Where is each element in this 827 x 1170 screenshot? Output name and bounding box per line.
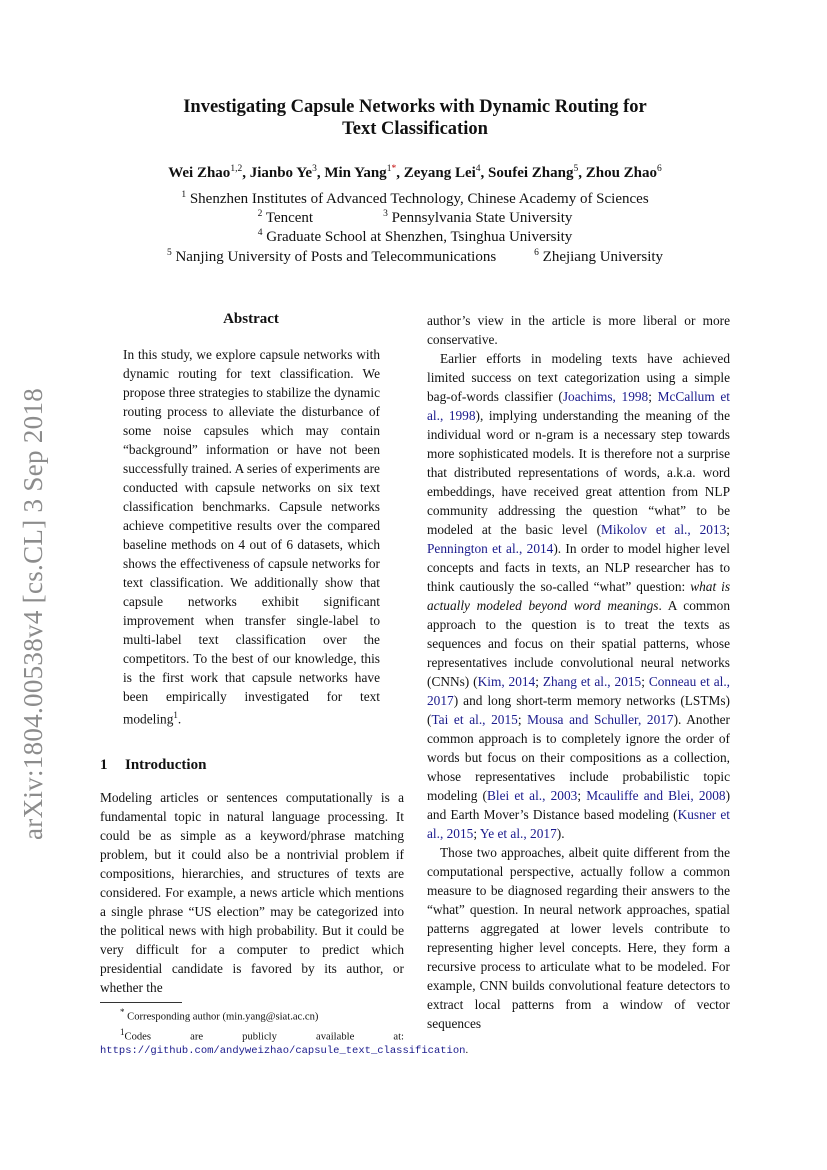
arxiv-stamp: arXiv:1804.00538v4 [cs.CL] 3 Sep 2018 — [18, 387, 48, 840]
affiliation-2-3: $^2$ Tencent $^3$ Pennsylvania State University — [257, 209, 573, 226]
emphasized-text: what is actually modeled beyond word meanings — [427, 579, 731, 613]
author-name: Zeyang Lei — [403, 165, 476, 181]
affiliation-5-6: $^5$ Nanjing University of Posts and Telecommunications $^6$ Zhejiang University — [166, 248, 664, 265]
author-name: Jianbo Ye — [249, 165, 313, 181]
author-list: Wei Zhao$^{1,2}$, Jianbo Ye$^3$, Min Yang$^{1*}$, Zeyang Lei$^4$, Soufei Zhang$^5$, Zhou Zhao$^6$ — [168, 164, 662, 181]
text-run: ) and Earth Mover’s Distance based modeling ( — [427, 788, 731, 822]
title-line-1: Investigating Capsule Networks with Dynamic Routing for — [183, 97, 647, 117]
text-run: ) and long short-term memory networks (LSTMs) ( — [427, 693, 730, 727]
author-name: Soufei Zhang — [488, 165, 574, 181]
title-line-2: Text Classification — [342, 119, 488, 139]
abstract-body: In this study, we explore capsule networks with dynamic routing for text classification. We propose three strategies to stabilize the dynamic routing process to alleviate the disturbance of some noise capsules which may contain “background” information or have not been successfully trained. A series of experiments are conducted with capsule networks on six text classification benchmarks. Capsule networks achieve competitive results over the compared baseline methods on 4 out of 6 datasets, which shows the effectiveness of capsule networks for text classification. We additionally show that capsule networks exhibit significant improvement when transfer single-label to multi-label text classification over the competitors. To the best of our knowledge, this is the first work that capsule networks have been empirically investigated for text modeling$^1$. — [123, 347, 380, 727]
citation-link[interactable]: Kim, 2014 — [477, 674, 536, 689]
citation-link[interactable]: Conneau et al., 2017 — [427, 674, 730, 708]
author-name: Zhou Zhao — [585, 165, 658, 181]
footnote-code: $^1$Codes are publicly available at: https://github.com/andyweizhao/capsule_text_classification. — [100, 1026, 469, 1058]
citation-link[interactable]: Joachims, 1998 — [562, 389, 649, 404]
citation-link[interactable]: Pennington et al., 2014 — [427, 541, 554, 556]
text-run: ; — [726, 522, 730, 537]
citation-link[interactable]: Tai et al., 2015 — [431, 712, 518, 727]
author-affiliation-mark: 3 — [312, 164, 317, 174]
abstract-heading: Abstract — [223, 311, 279, 327]
author-affiliation-mark: 6 — [657, 164, 662, 174]
author-affiliation-mark: 1,2 — [230, 164, 243, 174]
citation-link[interactable]: Zhang et al., 2015 — [542, 674, 642, 689]
intro-paragraph-2 — [427, 349, 730, 843]
author-affiliation-mark: 1 — [386, 164, 392, 174]
text-run: ; — [577, 788, 587, 803]
footnote-corresponding: * Corresponding author (min.yang@siat.ac.cn) — [120, 1007, 319, 1023]
text-run: ; — [641, 674, 649, 689]
citation-link[interactable]: Mikolov et al., 2013 — [601, 522, 727, 537]
intro-paragraph-1: Modeling articles or sentences computationally is a fundamental topic in natural language processing. It could be as simple as a keyword/phrase matching problem, but it could also be a nontrivial problem if compositions, hierarchies, and structures of texts are considered. For example, a news article which mentions a single phrase “US election” may be categorized into the political news with high probability. But it could be very difficult for a computer to predict which presidential candidate is favored by its author, or whether the — [100, 790, 404, 995]
text-run: ; — [648, 389, 658, 404]
text-run: ). Another common approach is to completely ignore the order of words but focus on their compositions as a collection, whose representatives include probabilistic topic modeling ( — [427, 712, 730, 803]
paper-title — [120, 96, 710, 140]
author-affiliation-mark: 4 — [475, 164, 481, 174]
text-run: ), implying understanding the meaning of the individual word or n-gram is a necessary step towards more sophisticated models. It is therefore not a surprise that distributed representations of words, a.k.a. word embeddings, have received great attention from NLP community addressing the question “what” to be modeled at the basic level ( — [427, 408, 730, 537]
code-link[interactable]: https://github.com/andyweizhao/capsule_text_classification — [100, 1045, 466, 1058]
text-run: ; — [473, 826, 480, 841]
section-heading-introduction: 1 Introduction — [100, 757, 207, 773]
author-affiliation-mark: 5 — [573, 164, 579, 174]
corresponding-author-mark[interactable]: * — [391, 164, 397, 174]
citation-link[interactable]: Mcauliffe and Blei, 2008 — [586, 788, 726, 803]
footnote-rule — [100, 1002, 182, 1003]
text-run: . A common approach to the question is to treat the texts as sequences and focus on their spatial patterns, whose representatives include convolutional neural networks (CNNs) ( — [427, 598, 730, 689]
author-name: Min Yang — [324, 165, 387, 181]
affiliation-1: $^1$ Shenzhen Institutes of Advanced Technology, Chinese Academy of Sciences — [181, 190, 649, 207]
citation-link[interactable]: Mousa and Schuller, 2017 — [527, 712, 674, 727]
intro-paragraph-3: Those two approaches, albeit quite different from the computational perspective, actually follow a common measure to be diagnosed regarding their answers to the “what” question. In neural network approaches, spatial patterns aggregated at lower levels contribute to representing higher level concepts. Here, they form a recursive process to articulate what to be modeled. For example, CNN builds convolutional feature detectors to extract local patterns from a window of vector sequences — [427, 845, 730, 1031]
citation-link[interactable]: McCallum et al., 1998 — [427, 389, 731, 423]
intro-paragraph-1-cont: author’s view in the article is more liberal or more conservative. — [427, 313, 730, 347]
right-column — [427, 311, 730, 1033]
affiliation-4: $^4$ Graduate School at Shenzhen, Tsinghua University — [257, 228, 573, 245]
text-run: Earlier efforts in modeling texts have achieved limited success on text categorization using a simple bag-of-words classifier ( — [427, 351, 730, 404]
footnotes — [100, 1005, 469, 1058]
text-run: ; — [535, 674, 543, 689]
text-run: ; — [517, 712, 528, 727]
citation-link[interactable]: Ye et al., 2017 — [479, 826, 557, 841]
text-run: ). In order to model higher level concepts and facts in texts, an NLP researcher has to think cautiously the so-called “what” question: — [427, 541, 730, 594]
text-run: ). — [556, 826, 565, 841]
citation-link[interactable]: Blei et al., 2003 — [487, 788, 578, 803]
author-name: Wei Zhao — [168, 165, 231, 181]
citation-link[interactable]: Kusner et al., 2015 — [427, 807, 731, 841]
